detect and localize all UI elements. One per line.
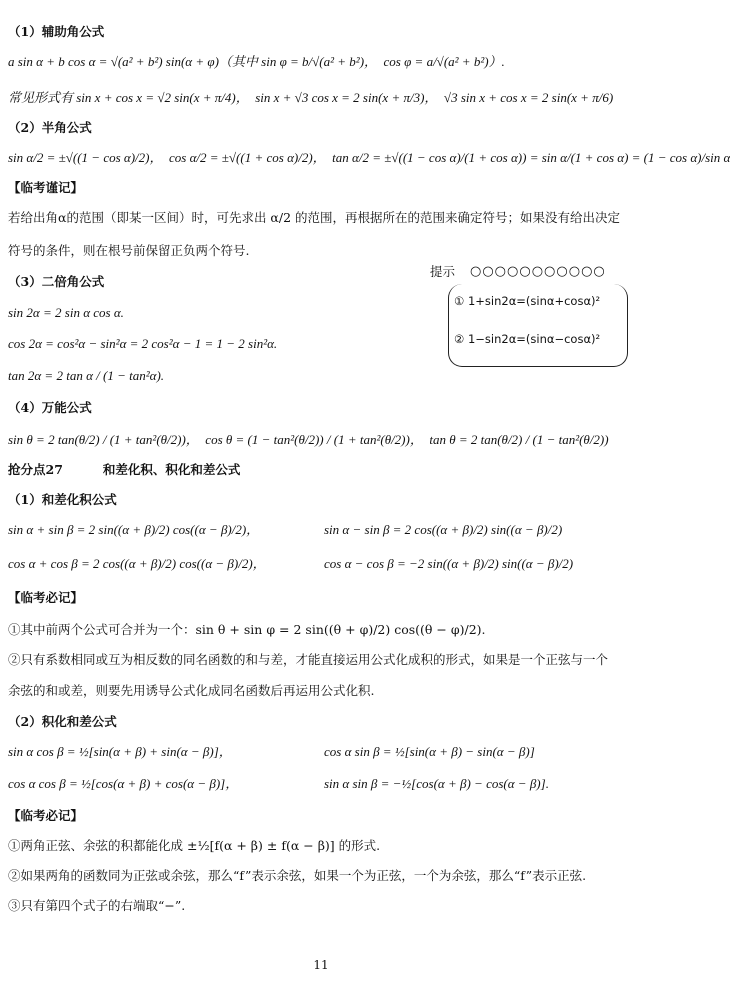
sum-to-product-note2a: ②只有系数相同或互为相反数的同名函数的和与差，才能直接运用公式化成积的形式，如果是一个正弦与一个 bbox=[8, 652, 609, 667]
product-to-sum-note-heading: 【临考必记】 bbox=[8, 808, 84, 823]
point27-heading bbox=[8, 462, 240, 478]
tip-circle-dots: ○○○○○○○○○○○ bbox=[470, 264, 606, 279]
tip-line-1: ① 1+sin2α=(sinα+cosα)² bbox=[454, 294, 601, 308]
half-note-heading: 【临考谨记】 bbox=[8, 180, 84, 195]
point27-label: 抢分点27 bbox=[8, 462, 63, 477]
sum-to-product-row2b: cos α − cos β = −2 sin((α + β)/2) sin((α − β)/2) bbox=[324, 556, 574, 571]
half-note-line1: 若给出角α的范围（即某一区间）时，可先求出 α/2 的范围，再根据所在的范围来确定符号；如果没有给出决定 bbox=[8, 210, 620, 225]
sum-to-product-note-heading: 【临考必记】 bbox=[8, 590, 84, 605]
product-to-sum-row1a: sin α cos β = ½[sin(α + β) + sin(α − β)]， bbox=[8, 744, 232, 759]
double-formula-tan: tan 2α = 2 tan α / (1 − tan²α). bbox=[8, 368, 165, 383]
sum-to-product-note1: ①其中前两个公式可合并为一个：sin θ + sin φ = 2 sin((θ + φ)/2) cos((θ − φ)/2). bbox=[8, 622, 486, 637]
sum-to-product-row1b: sin α − sin β = 2 cos((α + β)/2) sin((α − β)/2) bbox=[324, 522, 563, 537]
aux-formula: a sin α + b cos α = √(a² + b²) sin(α + φ)（其中 sin φ = b/√(a² + b²)， cos φ = a/√(a² + b²)）. bbox=[8, 54, 505, 69]
aux-heading: （1）辅助角公式 bbox=[8, 24, 105, 39]
point27-title: 和差化积、积化和差公式 bbox=[102, 462, 241, 477]
product-to-sum-note1: ①两角正弦、余弦的积都能化成 ±½[f(α + β) ± f(α − β)] 的形式. bbox=[8, 838, 381, 853]
sum-to-product-row2a: cos α + cos β = 2 cos((α + β)/2) cos((α − β)/2)， bbox=[8, 556, 266, 571]
sum-to-product-heading: （1）和差化积公式 bbox=[8, 492, 117, 507]
tip-box bbox=[430, 262, 630, 366]
page-number: 11 bbox=[313, 958, 329, 972]
product-to-sum-row1b: cos α sin β = ½[sin(α + β) − sin(α − β)] bbox=[324, 744, 535, 759]
double-formula-sin: sin 2α = 2 sin α cos α. bbox=[8, 305, 124, 320]
tip-title: 提示 bbox=[430, 264, 456, 279]
half-note-line2: 符号的条件，则在根号前保留正负两个符号. bbox=[8, 243, 250, 258]
double-formula-cos: cos 2α = cos²α − sin²α = 2 cos²α − 1 = 1 − 2 sin²α. bbox=[8, 336, 278, 351]
product-to-sum-note3: ③只有第四个式子的右端取“−”. bbox=[8, 898, 186, 913]
universal-formula: sin θ = 2 tan(θ/2) / (1 + tan²(θ/2))， cos θ = (1 − tan²(θ/2)) / (1 + tan²(θ/2))， tan θ = 2 tan(θ/2) / (1 − tan²(θ/2)) bbox=[8, 432, 609, 447]
tip-line-2: ② 1−sin2α=(sinα−cosα)² bbox=[454, 332, 601, 346]
sum-to-product-row1a: sin α + sin β = 2 sin((α + β)/2) cos((α − β)/2)， bbox=[8, 522, 260, 537]
product-to-sum-note2: ②如果两角的函数同为正弦或余弦，那么“f”表示余弦，如果一个为正弦，一个为余弦，那么“f”表示正弦. bbox=[8, 868, 587, 883]
half-heading: （2）半角公式 bbox=[8, 120, 92, 135]
product-to-sum-row2b: sin α sin β = −½[cos(α + β) − cos(α − β)]. bbox=[324, 776, 549, 791]
product-to-sum-heading: （2）积化和差公式 bbox=[8, 714, 117, 729]
half-formula: sin α/2 = ±√((1 − cos α)/2)， cos α/2 = ±√((1 + cos α)/2)， tan α/2 = ±√((1 − cos α)/(1 + cos α)) = sin α/(1 + cos α) = (1 − cos α)/sin α bbox=[8, 150, 730, 165]
aux-common-forms: 常见形式有 sin x + cos x = √2 sin(x + π/4)， sin x + √3 cos x = 2 sin(x + π/3)， √3 sin x + cos x = 2 sin(x + π/6) bbox=[8, 90, 614, 105]
double-heading: （3）二倍角公式 bbox=[8, 274, 105, 289]
universal-heading: （4）万能公式 bbox=[8, 400, 92, 415]
sum-to-product-note2b: 余弦的和或差，则要先用诱导公式化成同名函数后再运用公式化积. bbox=[8, 683, 375, 698]
product-to-sum-row2a: cos α cos β = ½[cos(α + β) + cos(α − β)]， bbox=[8, 776, 239, 791]
